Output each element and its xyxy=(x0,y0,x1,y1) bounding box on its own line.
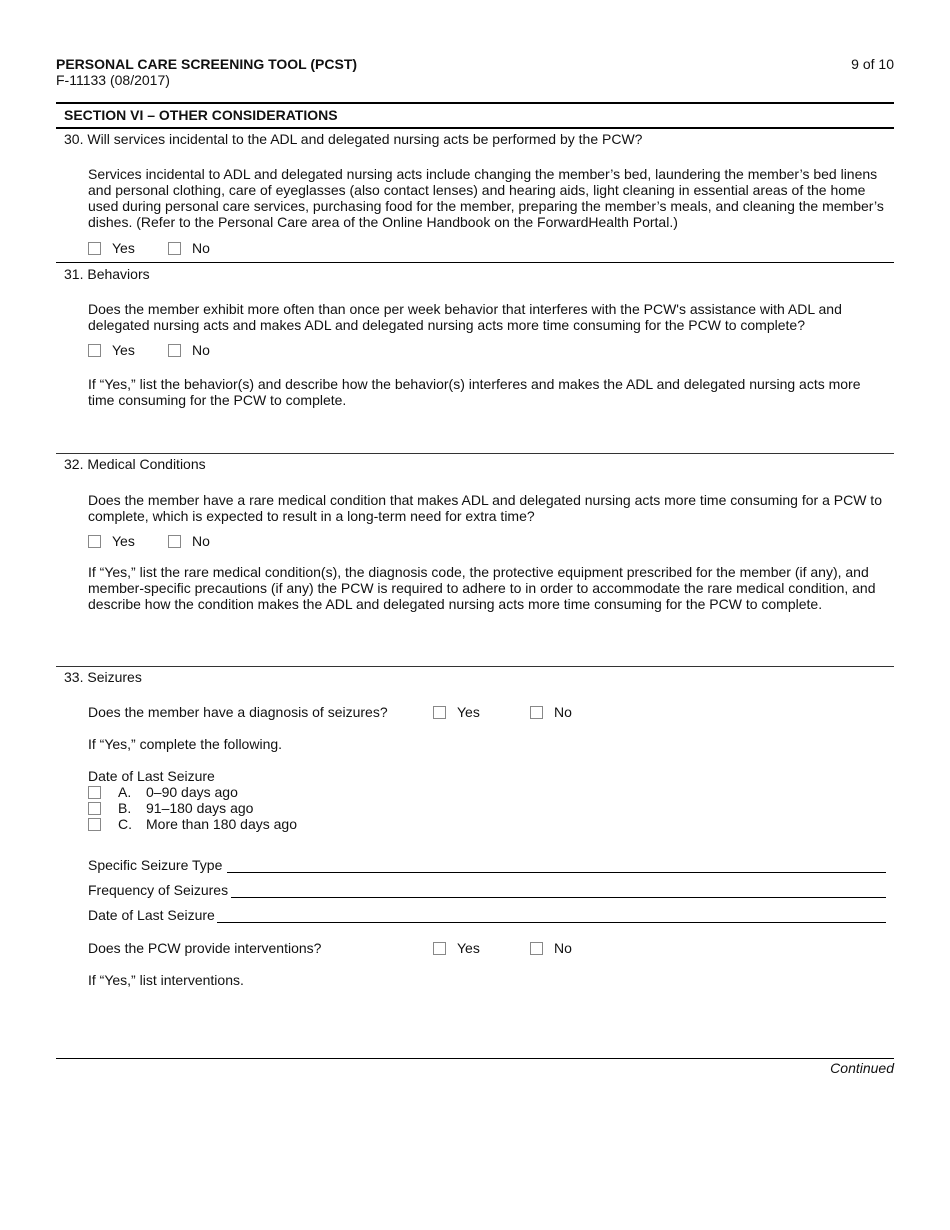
q30-no-checkbox[interactable] xyxy=(168,242,181,255)
q30-question: 30. Will services incidental to the ADL and delegated nursing acts be performed by the PCW? xyxy=(64,131,643,147)
q33-option-text: More than 180 days ago xyxy=(146,816,297,832)
q30-no-label: No xyxy=(192,240,210,256)
q33-interventions-yes-option[interactable] xyxy=(433,940,480,956)
q31-if-yes-line: time consuming for the PCW to complete. xyxy=(88,392,347,408)
q33-date-label: Date of Last Seizure xyxy=(88,768,215,784)
section-top-rule xyxy=(56,102,894,104)
q33-title: 33. Seizures xyxy=(64,669,142,685)
q33-option-text: 91–180 days ago xyxy=(146,800,254,816)
q33-date-option-b[interactable] xyxy=(88,800,254,816)
q31-question-line: Does the member exhibit more often than once per week behavior that interferes with the PCW's assistance with ADL and xyxy=(88,301,842,317)
q33-last-seizure-date-label: Date of Last Seizure xyxy=(88,907,215,923)
q32-no-label: No xyxy=(192,533,210,549)
q33-last-seizure-date-field[interactable] xyxy=(217,922,886,923)
q32-if-yes-line: describe how the condition makes the ADL and delegated nursing acts more time consuming for the PCW to complete. xyxy=(88,596,823,612)
q31-yes-checkbox[interactable] xyxy=(88,344,101,357)
q32-no-option[interactable] xyxy=(168,533,210,549)
q33-interventions-question: Does the PCW provide interventions? xyxy=(88,940,322,956)
q31-yes-option[interactable] xyxy=(88,342,135,358)
q33-date-option-c[interactable] xyxy=(88,816,297,832)
q31-no-checkbox[interactable] xyxy=(168,344,181,357)
q33-diagnosis-yes-checkbox[interactable] xyxy=(433,706,446,719)
q30-description-line: Services incidental to ADL and delegated nursing acts include changing the member’s bed, laundering the member’s bed linens xyxy=(88,166,878,182)
q33-seizure-type-field[interactable] xyxy=(227,872,886,873)
section-bottom-rule xyxy=(56,127,894,129)
q32-if-yes-line: If “Yes,” list the rare medical condition(s), the diagnosis code, the protective equipment prescribed for the member (if any), and xyxy=(88,564,869,580)
page-number: 9 of 10 xyxy=(851,56,894,72)
q33-interventions-yes-checkbox[interactable] xyxy=(433,942,446,955)
q30-description-line: and personal clothing, care of eyeglasses (also contact lenses) and hearing aids, light cleaning in essential areas of the home xyxy=(88,182,866,198)
q30-description-line: dishes. (Refer to the Personal Care area of the Online Handbook on the ForwardHealth Portal.) xyxy=(88,214,678,230)
q32-question-line: complete, which is expected to result in a long-term need for extra time? xyxy=(88,508,535,524)
q30-yes-checkbox[interactable] xyxy=(88,242,101,255)
form-number: F-11133 (08/2017) xyxy=(56,72,170,88)
q30-no-option[interactable] xyxy=(168,240,210,256)
form-title: PERSONAL CARE SCREENING TOOL (PCST) xyxy=(56,56,358,72)
q31-divider xyxy=(56,453,894,454)
q32-no-checkbox[interactable] xyxy=(168,535,181,548)
q31-title: 31. Behaviors xyxy=(64,266,150,282)
q33-diagnosis-no-checkbox[interactable] xyxy=(530,706,543,719)
q30-description-line: used during personal care services, purchasing food for the member, preparing the member’s meals, and cleaning the member’s xyxy=(88,198,884,214)
q32-if-yes-line: member-specific precautions (if any) the PCW is required to adhere to in order to accommodate the rare medical condition, and xyxy=(88,580,876,596)
q30-yes-label: Yes xyxy=(112,240,135,256)
q33-seizure-type-label: Specific Seizure Type xyxy=(88,857,223,873)
q31-if-yes-line: If “Yes,” list the behavior(s) and describe how the behavior(s) interferes and makes the ADL and delegated nursing acts more xyxy=(88,376,861,392)
q31-question-line: delegated nursing acts and makes ADL and delegated nursing acts more time consuming for the PCW to complete? xyxy=(88,317,805,333)
q32-question-line: Does the member have a rare medical condition that makes ADL and delegated nursing acts more time consuming for a PCW to xyxy=(88,492,882,508)
q32-yes-checkbox[interactable] xyxy=(88,535,101,548)
q33-option-letter: C. xyxy=(118,816,132,832)
q33-option-letter: A. xyxy=(118,784,132,800)
q33-if-yes: If “Yes,” complete the following. xyxy=(88,736,283,752)
q33-date-option-c-checkbox[interactable] xyxy=(88,818,101,831)
section-title: SECTION VI – OTHER CONSIDERATIONS xyxy=(64,107,338,123)
q33-diagnosis-yes-label: Yes xyxy=(457,704,480,720)
q32-title: 32. Medical Conditions xyxy=(64,456,206,472)
q33-diagnosis-yes-option[interactable] xyxy=(433,704,480,720)
q33-diagnosis-question: Does the member have a diagnosis of seizures? xyxy=(88,704,388,720)
q33-interventions-no-checkbox[interactable] xyxy=(530,942,543,955)
continued-label: Continued xyxy=(830,1060,894,1076)
q31-no-label: No xyxy=(192,342,210,358)
q33-frequency-field[interactable] xyxy=(231,897,886,898)
q33-interventions-no-label: No xyxy=(554,940,572,956)
q30-divider xyxy=(56,262,894,263)
q33-date-option-a[interactable] xyxy=(88,784,238,800)
q33-diagnosis-no-label: No xyxy=(554,704,572,720)
q31-yes-label: Yes xyxy=(112,342,135,358)
q32-yes-label: Yes xyxy=(112,533,135,549)
q33-option-letter: B. xyxy=(118,800,132,816)
q33-interventions-yes-label: Yes xyxy=(457,940,480,956)
q33-date-option-a-checkbox[interactable] xyxy=(88,786,101,799)
q32-yes-option[interactable] xyxy=(88,533,135,549)
q33-option-text: 0–90 days ago xyxy=(146,784,238,800)
q33-list-interventions: If “Yes,” list interventions. xyxy=(88,972,244,988)
q33-frequency-label: Frequency of Seizures xyxy=(88,882,229,898)
q33-interventions-no-option[interactable] xyxy=(530,940,572,956)
q32-divider xyxy=(56,666,894,667)
q31-no-option[interactable] xyxy=(168,342,210,358)
q33-date-option-b-checkbox[interactable] xyxy=(88,802,101,815)
footer-rule xyxy=(56,1058,894,1059)
q30-yes-option[interactable] xyxy=(88,240,135,256)
q33-diagnosis-no-option[interactable] xyxy=(530,704,572,720)
